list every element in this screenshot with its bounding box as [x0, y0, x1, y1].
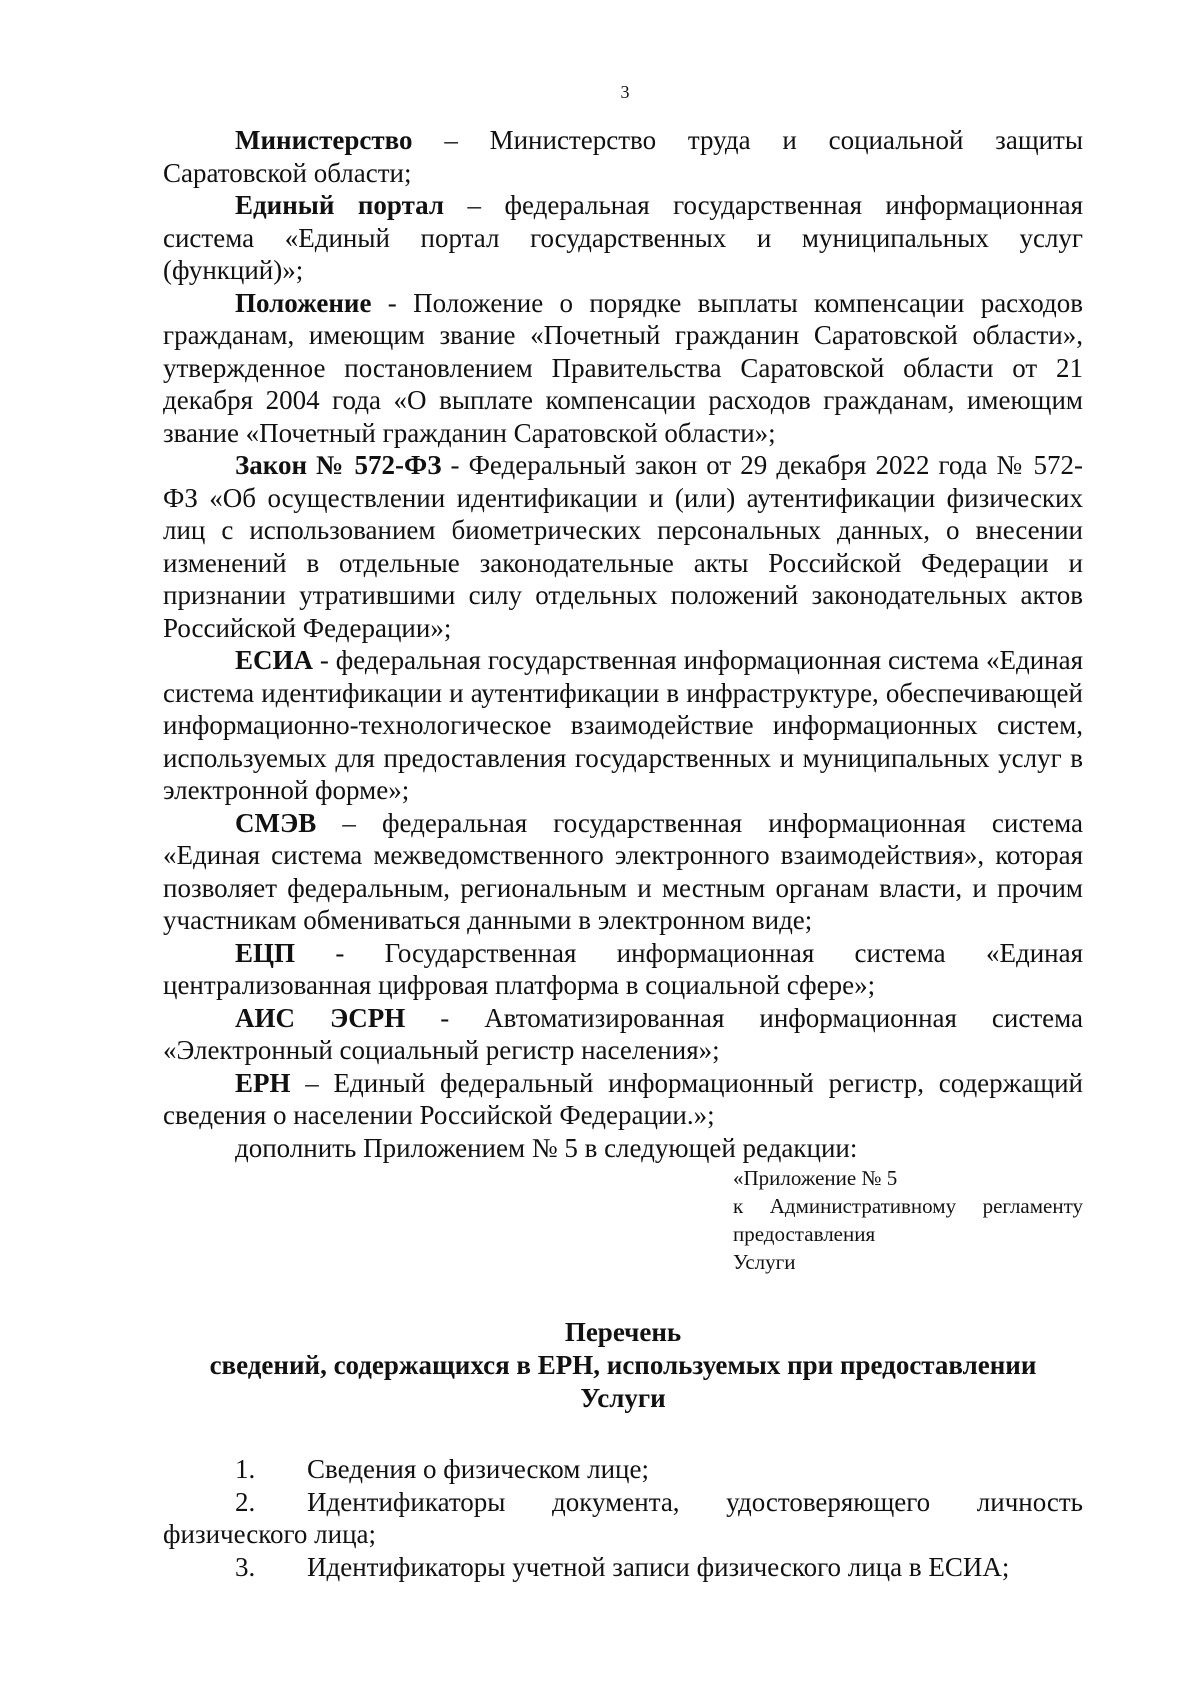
definition-term: АИС ЭСРН: [235, 1002, 406, 1033]
definition-separator: –: [290, 1067, 334, 1098]
definition-text: Положение о порядке выплаты компенсации расходов гражданам, имеющим звание «Почетный гражданин Саратовской области», утвержденное постановлением Правительства Саратовской области от 21 декабря 2004 года «О выплате компенсации расходов гражданам, имеющим звание «Почетный гражданин Саратовской области»;: [163, 287, 1083, 448]
title-line: сведений, содержащихся в ЕРН, используемых при предоставлении: [209, 1350, 1037, 1380]
definition-separator: -: [371, 287, 414, 318]
list-item: [163, 1486, 1083, 1551]
list-item: [163, 1453, 1083, 1486]
definition-text: федеральная государственная информационная система «Единый портал государственных и муниципальных услуг (функций)»;: [163, 190, 1083, 285]
list-item-number: 3.: [235, 1551, 256, 1582]
definition-term: Положение: [235, 287, 372, 318]
list-item-text: Идентификаторы документа, удостоверяющего личность физического лица;: [163, 1486, 1083, 1549]
definition-term: ЕСИА: [235, 645, 314, 675]
definition-ministry: [163, 124, 1083, 189]
definition-unified-portal: [163, 189, 1083, 287]
appendix-ref-line: «Приложение № 5: [733, 1166, 898, 1190]
definition-ern: [163, 1067, 1083, 1132]
list-item-text: Идентификаторы учетной записи физического лица в ЕСИА;: [307, 1551, 1010, 1582]
definition-term: ЕРН: [235, 1067, 291, 1098]
definition-text: Федеральный закон от 29 декабря 2022 года № 572-ФЗ «Об осуществлении идентификации и (или) аутентификации физических лиц с использованием биометрических персональных данных, о внесении изменений в отдельные законодательные акты Российской Федерации и признании утратившими силу отдельных положений законодательных актов Российской Федерации»;: [163, 450, 1083, 643]
definition-separator: –: [316, 807, 382, 838]
list-item-number: 1.: [235, 1454, 256, 1484]
list-item-text: Сведения о физическом лице;: [307, 1454, 649, 1484]
definition-separator: -: [313, 645, 336, 675]
definition-separator: -: [405, 1002, 485, 1033]
supplement-instruction: дополнить Приложением № 5 в следующей редакции:: [235, 1132, 858, 1163]
definition-text: Государственная информационная система «Единая централизованная цифровая платформа в социальной сфере»;: [163, 937, 1083, 1000]
info-list: [163, 1453, 1083, 1583]
definition-term: Единый портал: [235, 190, 445, 220]
appendix-ref-line: к Административному регламенту предоставления: [733, 1194, 1083, 1246]
document-body: [163, 124, 1083, 1583]
definition-ais-esrn: [163, 1002, 1083, 1067]
appendix-reference: [733, 1164, 1083, 1276]
definition-term: ЕЦП: [235, 937, 296, 968]
definition-ecp: [163, 937, 1083, 1002]
definition-term: СМЭВ: [235, 807, 317, 838]
definition-text: Министерство труда и социальной защиты Саратовской области;: [163, 125, 1083, 188]
definition-law-572: [163, 449, 1083, 644]
definition-text: федеральная государственная информационная система «Единая система идентификации и аутентификации в инфраструктуре, обеспечивающей информационно-технологическое взаимодействие информационных систем, используемых для предоставления государственных и муниципальных услуг в электронной форме»;: [163, 645, 1083, 805]
list-item-number: 2.: [235, 1486, 256, 1517]
definition-separator: –: [412, 125, 490, 155]
list-item: [163, 1551, 1083, 1584]
definition-separator: -: [295, 937, 385, 968]
definition-regulation: [163, 287, 1083, 450]
definition-text: Автоматизированная информационная система «Электронный социальный регистр населения»;: [163, 1002, 1083, 1065]
definition-separator: -: [441, 450, 469, 480]
title-line: Перечень: [564, 1317, 682, 1347]
definition-smev: [163, 807, 1083, 937]
definition-term: Министерство: [235, 125, 413, 155]
definition-text: федеральная государственная информационная система «Единая система межведомственного электронного взаимодействия», которая позволяет федеральным, региональным и местным органам власти, и прочим участникам обмениваться данными в электронном виде;: [163, 807, 1084, 935]
title-line: Услуги: [580, 1383, 666, 1413]
definition-term: Закон № 572-ФЗ: [235, 450, 442, 480]
page-number: 3: [620, 82, 630, 102]
definition-esia: [163, 644, 1083, 807]
definition-text: Единый федеральный информационный регистр, содержащий сведения о населении Российской Федерации.»;: [163, 1067, 1083, 1130]
definition-separator: –: [444, 190, 505, 220]
appendix-ref-line: Услуги: [733, 1250, 796, 1274]
list-title: [163, 1316, 1083, 1415]
